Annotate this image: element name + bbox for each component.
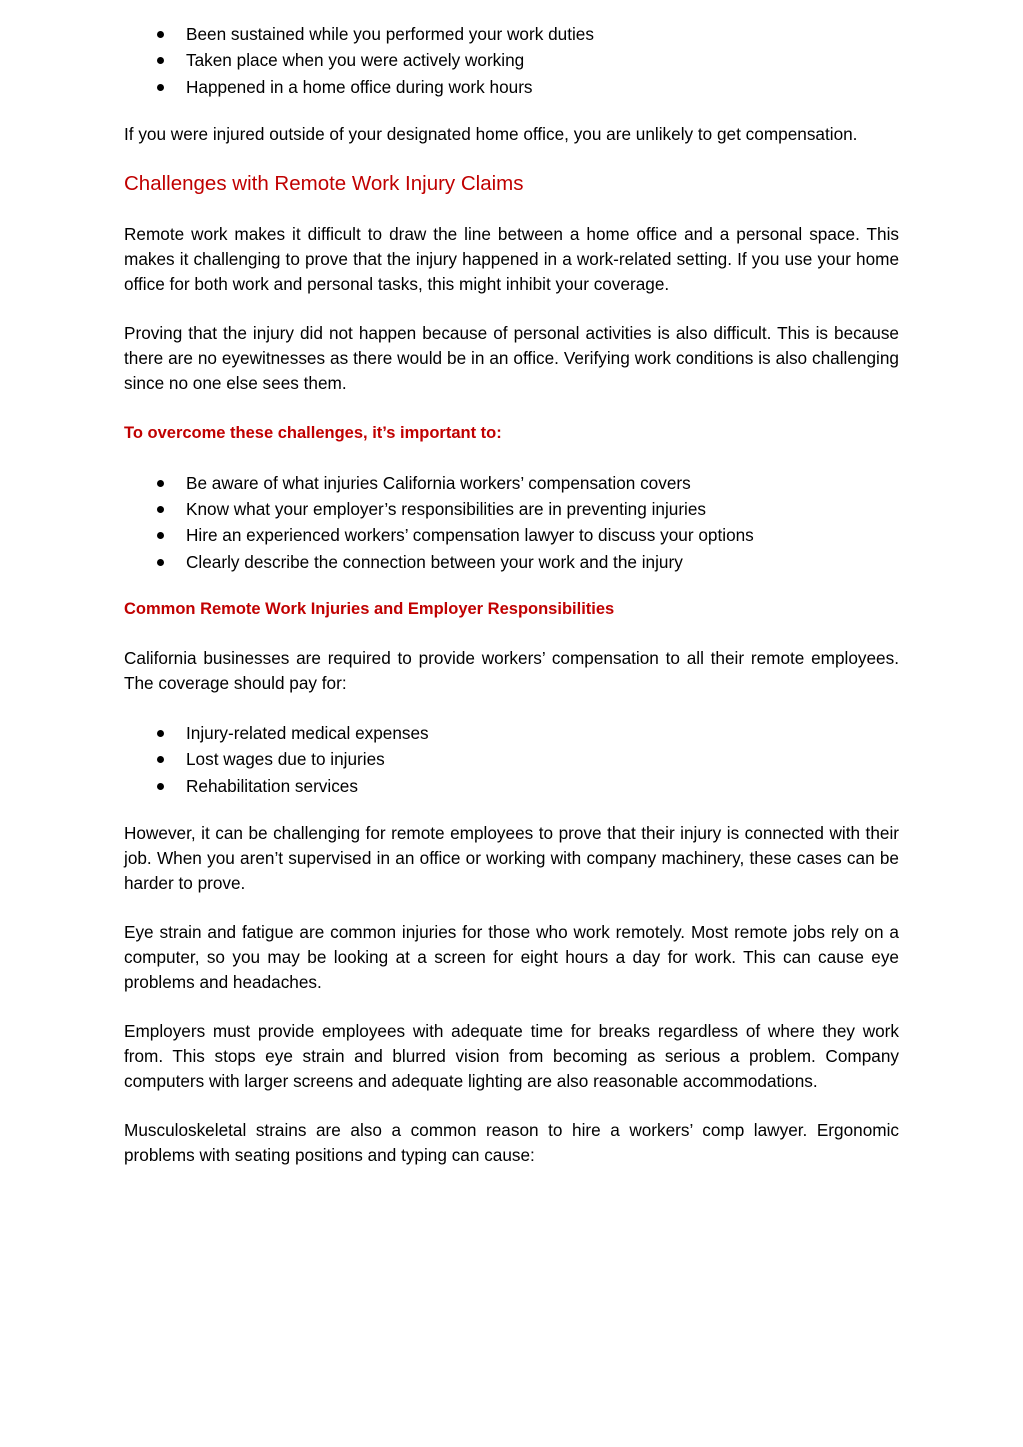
section-heading-challenges: Challenges with Remote Work Injury Claims (124, 171, 524, 195)
common-injuries-paragraph-1: California businesses are required to provide workers’ compensation to all their remote employees. The coverage should pay for: (124, 648, 899, 694)
list-item: Been sustained while you performed your work duties (124, 21, 899, 47)
subheading-overcome: To overcome these challenges, it’s important to: (124, 423, 502, 442)
challenges-paragraph-1: Remote work makes it difficult to draw the line between a home office and a personal space. This makes it challenging to prove that the injury happened in a work-related setting. If you use your home office for both work and personal tasks, this might inhibit your coverage. (124, 223, 899, 294)
common-injuries-paragraph-3: Eye strain and fatigue are common injuries for those who work remotely. Most remote jobs rely on a computer, so you may be looking at a screen for eight hours a day for work. This can cause eye problems and headaches. (124, 921, 899, 992)
intro-bullet-list (124, 21, 899, 100)
list-item: Rehabilitation services (124, 773, 899, 799)
list-item: Be aware of what injuries California workers’ compensation covers (124, 470, 899, 496)
intro-paragraph: If you were injured outside of your designated home office, you are unlikely to get compensation. (124, 123, 858, 144)
list-item: Happened in a home office during work hours (124, 74, 899, 100)
list-item: Lost wages due to injuries (124, 746, 899, 772)
list-item: Clearly describe the connection between your work and the injury (124, 549, 899, 575)
list-item: Taken place when you were actively working (124, 47, 899, 73)
list-item: Know what your employer’s responsibilities are in preventing injuries (124, 496, 899, 522)
common-injuries-paragraph-4: Employers must provide employees with adequate time for breaks regardless of where they work from. This stops eye strain and blurred vision from becoming as serious a problem. Company computers with larger screens and adequate lighting are also reasonable accommodations. (124, 1020, 899, 1091)
challenges-paragraph-2: Proving that the injury did not happen because of personal activities is also difficult. This is because there are no eyewitnesses as there would be in an office. Verifying work conditions is also challenging since no one else sees them. (124, 322, 899, 393)
overcome-bullet-list (124, 470, 899, 575)
document-page (124, 18, 899, 1168)
section-heading-common-injuries: Common Remote Work Injuries and Employer Responsibilities (124, 600, 615, 619)
common-injuries-paragraph-5: Musculoskeletal strains are also a common reason to hire a workers’ comp lawyer. Ergonomic problems with seating positions and typing can cause: (124, 1119, 899, 1165)
list-item: Injury-related medical expenses (124, 720, 899, 746)
list-item: Hire an experienced workers’ compensation lawyer to discuss your options (124, 522, 899, 548)
coverage-bullet-list (124, 720, 899, 799)
common-injuries-paragraph-2: However, it can be challenging for remote employees to prove that their injury is connected with their job. When you aren’t supervised in an office or working with company machinery, these cases can be harder to prove. (124, 822, 899, 893)
